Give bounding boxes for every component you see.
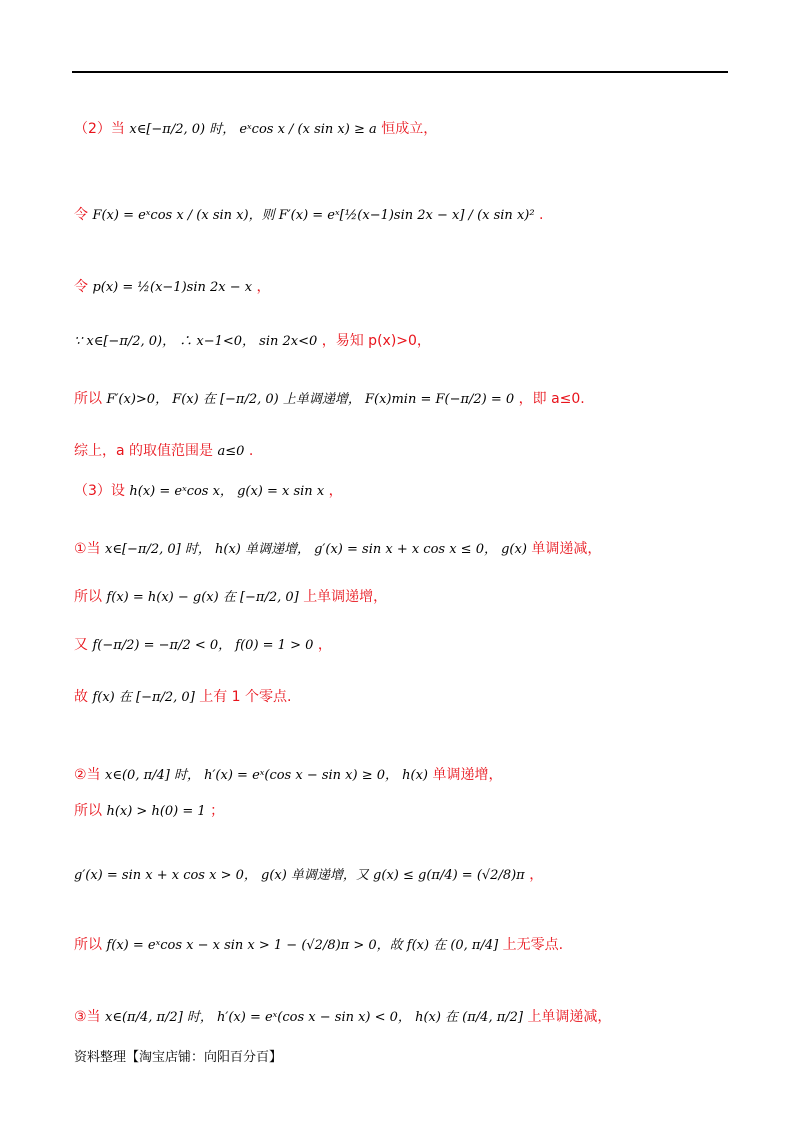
solution-line [74,766,502,785]
solution-line [74,588,387,607]
math-expression: h(x) > h(0) = 1 [106,804,206,819]
solution-line [74,120,437,139]
line-suffix: ，易知 p(x)>0， [321,333,431,349]
line-prefix: ②当 [74,767,101,783]
line-suffix: 上有 1 个零点. [199,689,292,705]
line-suffix: 单调递减， [531,541,602,557]
solution-line [74,390,585,409]
math-expression: x∈[−π/2, 0) 时， eˣcos x / (x sin x) ≥ a [129,122,377,137]
math-expression: x∈[−π/2, 0] 时， h(x) 单调递增， g′(x) = sin x + x cos x ≤ 0， g(x) [105,542,527,557]
line-prefix: 令 [74,279,88,295]
solution-line [74,866,543,885]
solution-line [74,1008,611,1027]
line-suffix: . [539,207,544,223]
line-suffix: ； [210,803,225,819]
math-expression: F′(x)>0， F(x) 在 [−π/2, 0) 上单调递增， F(x)min = F(−π/2) = 0 [106,392,515,407]
math-expression: h(x) = eˣcos x， g(x) = x sin x [129,484,325,499]
math-expression: f(x) 在 [−π/2, 0] [92,690,195,705]
solution-line [74,442,253,461]
solution-line [74,332,431,351]
line-suffix: ， [317,637,332,653]
header-rule [72,71,728,73]
line-suffix: ， [529,867,544,883]
math-expression: x∈(π/4, π/2] 时， h′(x) = eˣ(cos x − sin x) < 0， h(x) 在 (π/4, π/2] [105,1010,523,1025]
line-prefix: 又 [74,637,88,653]
footer-source: 资料整理【淘宝店铺：向阳百分百】 [74,1050,283,1065]
line-prefix: 所以 [74,937,102,953]
line-prefix: （2）当 [74,121,125,137]
solution-line [74,636,332,655]
line-prefix: 综上，a 的取值范围是 [74,443,214,459]
math-expression: F(x) = eˣcos x / (x sin x)，则 F′(x) = eˣ[½(x−1)sin 2x − x] / (x sin x)² [92,208,535,223]
math-expression: ∵ x∈[−π/2, 0)， ∴ x−1<0， sin 2x<0 [74,334,318,349]
solution-line [74,936,563,955]
line-prefix: 所以 [74,589,102,605]
line-suffix: 上单调递减， [527,1009,612,1025]
line-suffix: ，即 a≤0. [518,391,585,407]
line-suffix: 上无零点. [502,937,564,953]
line-suffix: 上单调递增， [303,589,388,605]
line-prefix: （3）设 [74,483,125,499]
line-suffix: 单调递增， [432,767,503,783]
math-expression: a≤0 [217,444,245,459]
math-expression: f(x) = h(x) − g(x) 在 [−π/2, 0] [106,590,299,605]
solution-line [74,206,543,225]
line-suffix: ， [256,279,271,295]
line-prefix: 故 [74,689,88,705]
math-expression: g′(x) = sin x + x cos x > 0， g(x) 单调递增，又 g(x) ≤ g(π/4) = (√2/8)π [74,868,525,883]
line-prefix: 令 [74,207,88,223]
line-suffix: ， [328,483,343,499]
line-suffix: . [248,443,254,459]
math-expression: x∈(0, π/4] 时， h′(x) = eˣ(cos x − sin x) ≥ 0， h(x) [105,768,428,783]
solution-line [74,540,601,559]
math-expression: p(x) = ½(x−1)sin 2x − x [92,280,253,295]
solution-line [74,802,224,821]
line-prefix: ③当 [74,1009,101,1025]
solution-line [74,278,271,297]
math-expression: f(x) = eˣcos x − x sin x > 1 − (√2/8)π > 0，故 f(x) 在 (0, π/4] [106,938,499,953]
line-prefix: ①当 [74,541,101,557]
line-suffix: 恒成立， [381,121,438,137]
line-prefix: 所以 [74,803,102,819]
solution-line [74,482,343,501]
math-expression: f(−π/2) = −π/2 < 0， f(0) = 1 > 0 [92,638,314,653]
solution-line [74,688,292,707]
line-prefix: 所以 [74,391,102,407]
